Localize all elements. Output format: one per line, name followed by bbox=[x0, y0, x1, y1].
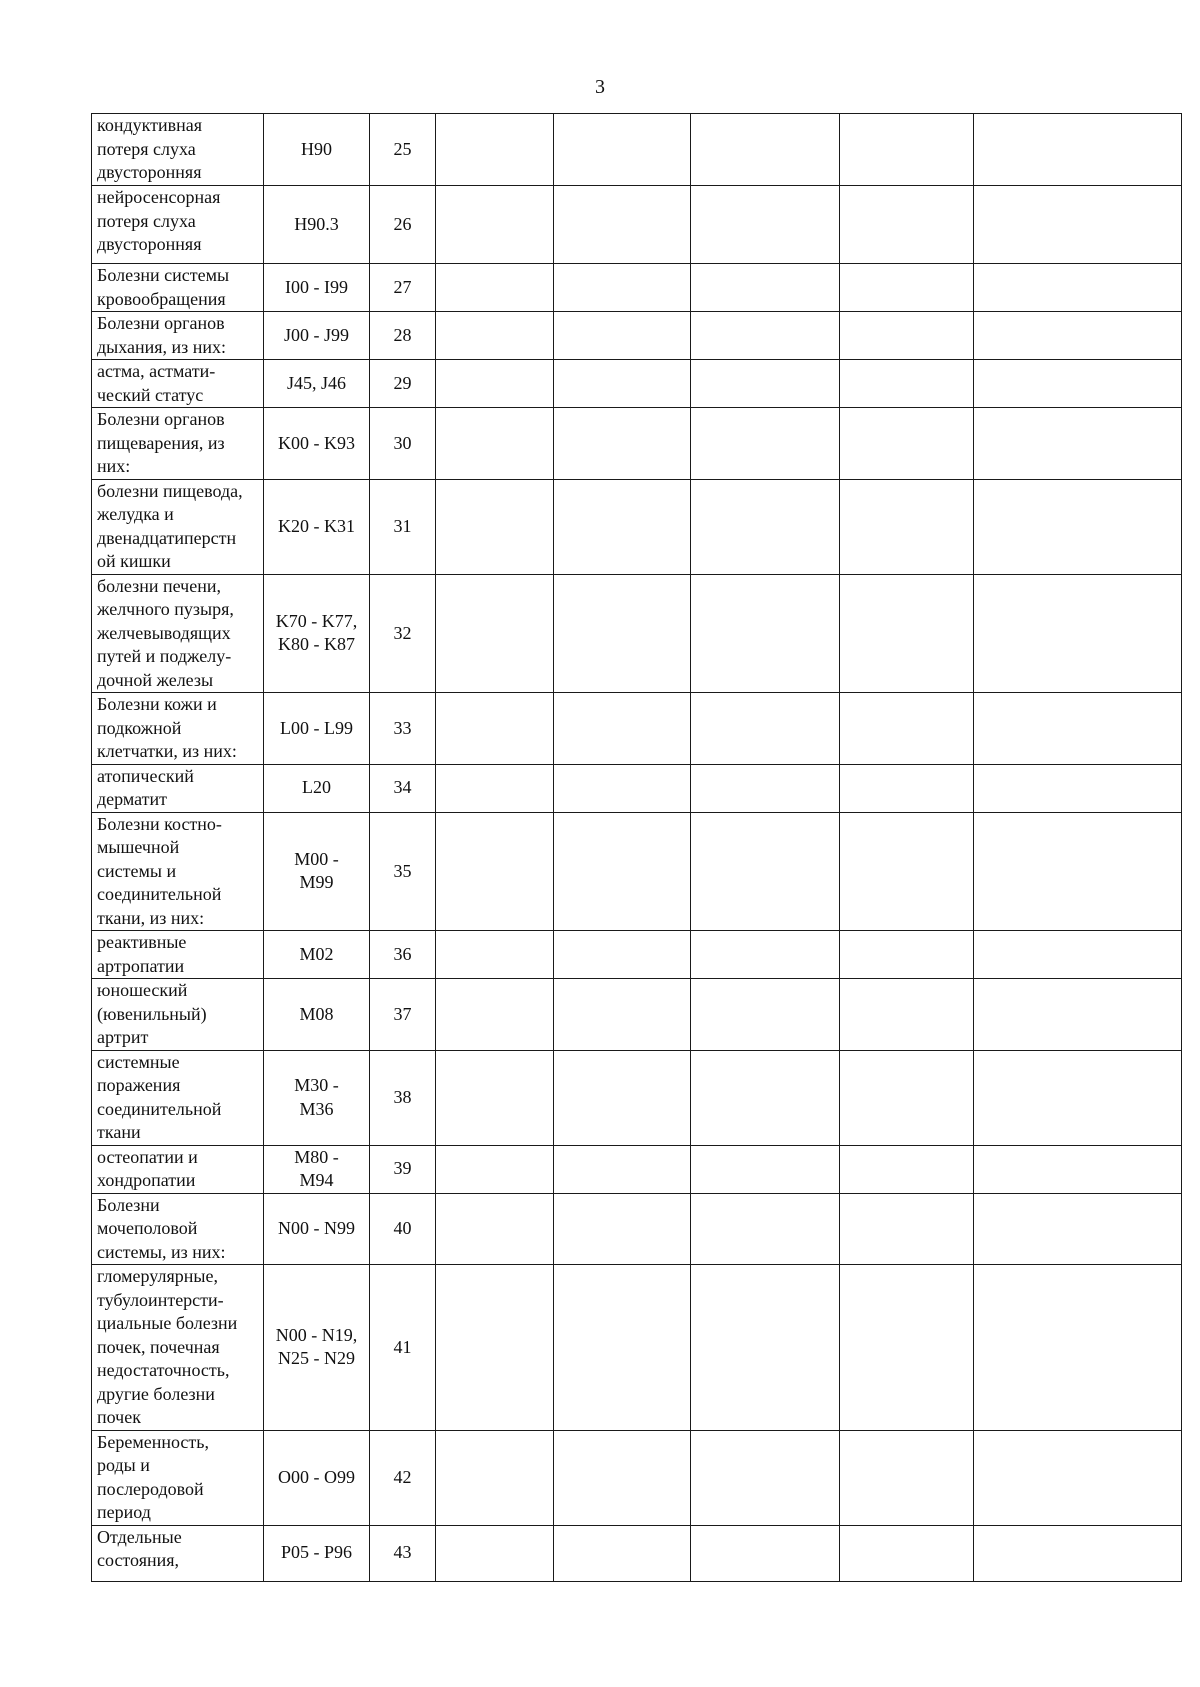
empty-data-cell bbox=[691, 114, 840, 186]
line-number-cell: 35 bbox=[370, 812, 436, 931]
table-row bbox=[92, 1525, 1182, 1581]
empty-data-cell bbox=[436, 312, 554, 360]
empty-data-cell bbox=[974, 931, 1182, 979]
empty-data-cell bbox=[554, 408, 691, 480]
disease-name-cell: Беременность, роды и послеродовой период bbox=[92, 1430, 264, 1525]
disease-name-cell: реактивные артропатии bbox=[92, 931, 264, 979]
empty-data-cell bbox=[436, 479, 554, 574]
line-number-cell: 27 bbox=[370, 264, 436, 312]
line-number-cell: 42 bbox=[370, 1430, 436, 1525]
empty-data-cell bbox=[691, 1193, 840, 1265]
table-row bbox=[92, 574, 1182, 693]
empty-data-cell bbox=[974, 1145, 1182, 1193]
icd-code-cell: N00 - N19, N25 - N29 bbox=[264, 1265, 370, 1431]
line-number-cell: 41 bbox=[370, 1265, 436, 1431]
table-row bbox=[92, 360, 1182, 408]
empty-data-cell bbox=[974, 1430, 1182, 1525]
table-row bbox=[92, 1265, 1182, 1431]
empty-data-cell bbox=[436, 1193, 554, 1265]
empty-data-cell bbox=[554, 574, 691, 693]
icd-code-cell: I00 - I99 bbox=[264, 264, 370, 312]
disease-name-cell: кондуктивная потеря слуха двусторонняя bbox=[92, 114, 264, 186]
line-number-cell: 43 bbox=[370, 1525, 436, 1581]
empty-data-cell bbox=[840, 764, 974, 812]
disease-name-cell: астма, астмати- ческий статус bbox=[92, 360, 264, 408]
empty-data-cell bbox=[840, 312, 974, 360]
empty-data-cell bbox=[436, 574, 554, 693]
empty-data-cell bbox=[691, 812, 840, 931]
empty-data-cell bbox=[691, 979, 840, 1051]
empty-data-cell bbox=[974, 1193, 1182, 1265]
disease-name-cell: Болезни системы кровообращения bbox=[92, 264, 264, 312]
disease-name-cell: Болезни мочеполовой системы, из них: bbox=[92, 1193, 264, 1265]
line-number-cell: 25 bbox=[370, 114, 436, 186]
disease-name-cell: Отдельные состояния, bbox=[92, 1525, 264, 1581]
line-number-cell: 38 bbox=[370, 1050, 436, 1145]
empty-data-cell bbox=[974, 312, 1182, 360]
table-row bbox=[92, 1050, 1182, 1145]
icd-code-cell: M30 - M36 bbox=[264, 1050, 370, 1145]
empty-data-cell bbox=[691, 1525, 840, 1581]
empty-data-cell bbox=[840, 1430, 974, 1525]
line-number-cell: 32 bbox=[370, 574, 436, 693]
icd-code-cell: L20 bbox=[264, 764, 370, 812]
empty-data-cell bbox=[691, 574, 840, 693]
empty-data-cell bbox=[974, 574, 1182, 693]
table-row bbox=[92, 1145, 1182, 1193]
icd-code-cell: M08 bbox=[264, 979, 370, 1051]
empty-data-cell bbox=[436, 1430, 554, 1525]
empty-data-cell bbox=[840, 979, 974, 1051]
empty-data-cell bbox=[691, 264, 840, 312]
empty-data-cell bbox=[974, 479, 1182, 574]
icd-code-cell: J00 - J99 bbox=[264, 312, 370, 360]
empty-data-cell bbox=[691, 1265, 840, 1431]
table-row bbox=[92, 931, 1182, 979]
table-row bbox=[92, 979, 1182, 1051]
empty-data-cell bbox=[436, 408, 554, 480]
empty-data-cell bbox=[840, 1265, 974, 1431]
disease-name-cell: юношеский (ювенильный) артрит bbox=[92, 979, 264, 1051]
table-row bbox=[92, 264, 1182, 312]
empty-data-cell bbox=[840, 360, 974, 408]
disease-name-cell: Болезни органов пищеварения, из них: bbox=[92, 408, 264, 480]
table-row bbox=[92, 479, 1182, 574]
empty-data-cell bbox=[974, 812, 1182, 931]
empty-data-cell bbox=[554, 114, 691, 186]
line-number-cell: 40 bbox=[370, 1193, 436, 1265]
empty-data-cell bbox=[436, 114, 554, 186]
line-number-cell: 29 bbox=[370, 360, 436, 408]
empty-data-cell bbox=[554, 1265, 691, 1431]
empty-data-cell bbox=[840, 479, 974, 574]
empty-data-cell bbox=[554, 312, 691, 360]
table-row bbox=[92, 1430, 1182, 1525]
icd-code-cell: J45, J46 bbox=[264, 360, 370, 408]
empty-data-cell bbox=[436, 931, 554, 979]
empty-data-cell bbox=[840, 186, 974, 264]
line-number-cell: 34 bbox=[370, 764, 436, 812]
table-row bbox=[92, 1193, 1182, 1265]
empty-data-cell bbox=[840, 1525, 974, 1581]
empty-data-cell bbox=[840, 931, 974, 979]
empty-data-cell bbox=[974, 114, 1182, 186]
empty-data-cell bbox=[840, 114, 974, 186]
empty-data-cell bbox=[436, 1050, 554, 1145]
icd-code-cell: M02 bbox=[264, 931, 370, 979]
empty-data-cell bbox=[840, 264, 974, 312]
empty-data-cell bbox=[436, 264, 554, 312]
table-row bbox=[92, 312, 1182, 360]
empty-data-cell bbox=[974, 186, 1182, 264]
disease-name-cell: Болезни кожи и подкожной клетчатки, из них: bbox=[92, 693, 264, 765]
page-number: 3 bbox=[595, 76, 605, 98]
table-row bbox=[92, 114, 1182, 186]
empty-data-cell bbox=[691, 479, 840, 574]
table-row bbox=[92, 186, 1182, 264]
empty-data-cell bbox=[554, 360, 691, 408]
empty-data-cell bbox=[840, 693, 974, 765]
table-row bbox=[92, 812, 1182, 931]
empty-data-cell bbox=[974, 1050, 1182, 1145]
empty-data-cell bbox=[554, 979, 691, 1051]
empty-data-cell bbox=[840, 1050, 974, 1145]
line-number-cell: 39 bbox=[370, 1145, 436, 1193]
icd-code-cell: K00 - K93 bbox=[264, 408, 370, 480]
empty-data-cell bbox=[436, 812, 554, 931]
statistics-table-container bbox=[91, 113, 1181, 1582]
disease-name-cell: остеопатии и хондропатии bbox=[92, 1145, 264, 1193]
line-number-cell: 33 bbox=[370, 693, 436, 765]
line-number-cell: 30 bbox=[370, 408, 436, 480]
disease-name-cell: Болезни органов дыхания, из них: bbox=[92, 312, 264, 360]
disease-name-cell: Болезни костно- мышечной системы и соединительной ткани, из них: bbox=[92, 812, 264, 931]
empty-data-cell bbox=[691, 764, 840, 812]
empty-data-cell bbox=[436, 1145, 554, 1193]
empty-data-cell bbox=[840, 574, 974, 693]
empty-data-cell bbox=[691, 1145, 840, 1193]
empty-data-cell bbox=[840, 812, 974, 931]
empty-data-cell bbox=[554, 1430, 691, 1525]
empty-data-cell bbox=[974, 693, 1182, 765]
empty-data-cell bbox=[974, 1265, 1182, 1431]
table-row bbox=[92, 408, 1182, 480]
icd-code-cell: M00 - M99 bbox=[264, 812, 370, 931]
empty-data-cell bbox=[436, 693, 554, 765]
icd-code-cell: H90.3 bbox=[264, 186, 370, 264]
empty-data-cell bbox=[974, 408, 1182, 480]
disease-name-cell: нейросенсорная потеря слуха двусторонняя bbox=[92, 186, 264, 264]
icd-code-cell: O00 - O99 bbox=[264, 1430, 370, 1525]
disease-statistics-table bbox=[91, 113, 1182, 1582]
empty-data-cell bbox=[554, 764, 691, 812]
empty-data-cell bbox=[691, 360, 840, 408]
table-row bbox=[92, 764, 1182, 812]
empty-data-cell bbox=[974, 264, 1182, 312]
icd-code-cell: P05 - P96 bbox=[264, 1525, 370, 1581]
empty-data-cell bbox=[974, 1525, 1182, 1581]
empty-data-cell bbox=[840, 1193, 974, 1265]
empty-data-cell bbox=[436, 360, 554, 408]
icd-code-cell: H90 bbox=[264, 114, 370, 186]
empty-data-cell bbox=[554, 479, 691, 574]
empty-data-cell bbox=[974, 360, 1182, 408]
icd-code-cell: K20 - K31 bbox=[264, 479, 370, 574]
icd-code-cell: M80 - M94 bbox=[264, 1145, 370, 1193]
icd-code-cell: N00 - N99 bbox=[264, 1193, 370, 1265]
empty-data-cell bbox=[974, 764, 1182, 812]
empty-data-cell bbox=[436, 1525, 554, 1581]
empty-data-cell bbox=[691, 1430, 840, 1525]
icd-code-cell: L00 - L99 bbox=[264, 693, 370, 765]
empty-data-cell bbox=[691, 186, 840, 264]
empty-data-cell bbox=[554, 693, 691, 765]
empty-data-cell bbox=[436, 979, 554, 1051]
empty-data-cell bbox=[691, 1050, 840, 1145]
empty-data-cell bbox=[840, 408, 974, 480]
line-number-cell: 31 bbox=[370, 479, 436, 574]
empty-data-cell bbox=[691, 693, 840, 765]
table-row bbox=[92, 693, 1182, 765]
icd-code-cell: K70 - K77, K80 - K87 bbox=[264, 574, 370, 693]
empty-data-cell bbox=[974, 979, 1182, 1051]
empty-data-cell bbox=[840, 1145, 974, 1193]
empty-data-cell bbox=[436, 186, 554, 264]
empty-data-cell bbox=[554, 1525, 691, 1581]
empty-data-cell bbox=[436, 764, 554, 812]
line-number-cell: 28 bbox=[370, 312, 436, 360]
table-body bbox=[92, 114, 1182, 1582]
disease-name-cell: гломерулярные, тубулоинтерсти- циальные болезни почек, почечная недостаточность, другие болезни почек bbox=[92, 1265, 264, 1431]
disease-name-cell: системные поражения соединительной ткани bbox=[92, 1050, 264, 1145]
empty-data-cell bbox=[554, 1145, 691, 1193]
empty-data-cell bbox=[436, 1265, 554, 1431]
empty-data-cell bbox=[554, 812, 691, 931]
line-number-cell: 26 bbox=[370, 186, 436, 264]
empty-data-cell bbox=[554, 264, 691, 312]
disease-name-cell: атопический дерматит bbox=[92, 764, 264, 812]
empty-data-cell bbox=[691, 408, 840, 480]
disease-name-cell: болезни печени, желчного пузыря, желчевыводящих путей и поджелу- дочной железы bbox=[92, 574, 264, 693]
empty-data-cell bbox=[554, 931, 691, 979]
empty-data-cell bbox=[554, 1193, 691, 1265]
line-number-cell: 37 bbox=[370, 979, 436, 1051]
empty-data-cell bbox=[554, 1050, 691, 1145]
line-number-cell: 36 bbox=[370, 931, 436, 979]
disease-name-cell: болезни пищевода, желудка и двенадцатиперстн ой кишки bbox=[92, 479, 264, 574]
empty-data-cell bbox=[691, 931, 840, 979]
empty-data-cell bbox=[554, 186, 691, 264]
empty-data-cell bbox=[691, 312, 840, 360]
